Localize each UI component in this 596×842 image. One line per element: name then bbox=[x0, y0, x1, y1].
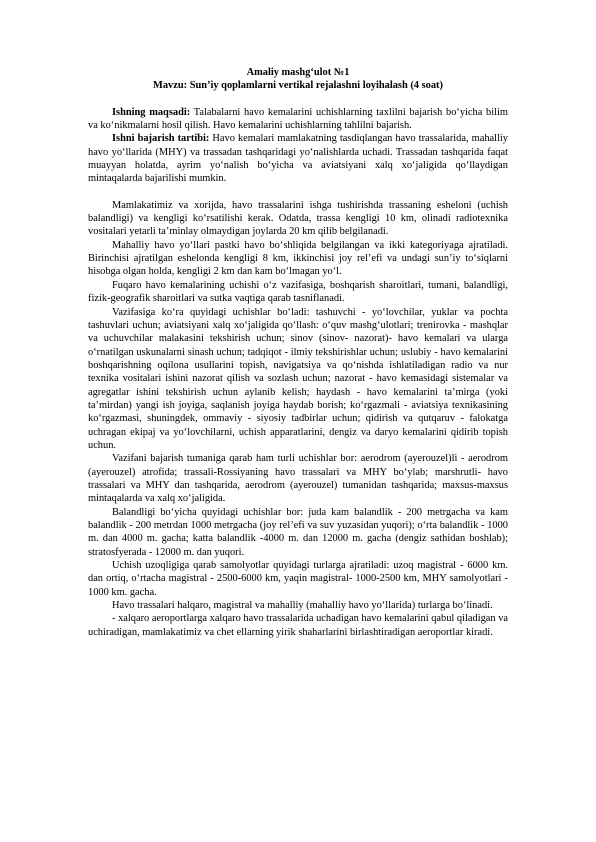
document-subtitle: Mavzu: Sun’iy qoplamlarni vertikal rejalashni loyihalash (4 soat) bbox=[153, 80, 443, 92]
body-paragraph: Havo trassalari halqaro, magistral va mahalliy (mahalliy havo yo‘llarida) turlarga bo‘linadi. bbox=[112, 600, 493, 612]
goal-label: Ishning maqsadi: bbox=[112, 106, 191, 118]
document-title: Amaliy mashg‘ulot №1 bbox=[246, 67, 350, 78]
body-paragraph: Mahalliy havo yo‘llari pastki havo bo‘shliqida belgilangan va ikki kategoriyaga ajratiladi. Birinchisi ajratilgan eshelonda kengligi 8 km, ikkinchisi joy rel’efi va undagi sun’iy to‘siqlarni hisobga olgan holda, kengligi 2 km dan kam bo‘lmagan yo‘l. bbox=[88, 239, 508, 278]
paragraph-gap bbox=[88, 186, 508, 199]
document-page bbox=[88, 66, 508, 639]
body-paragraph: Vazifasiga ko‘ra quyidagi uchishlar bo‘ladi: tashuvchi - yo‘lovchilar, yuklar va pochta tashuvlari uchun; aviatsiyani xalq xo‘jaligida qo‘llash: o‘quv mashg‘ulotlari; trenirovka - mashqlar va uchuvchilar malakasini tekshirish uchun; sinov (sinov- nazorat)- havo kemalari va ularga o‘rnatilgan uskunalarni sinash uchun; tadqiqot - ilmiy tekshirishlar uchun; uslubiy - havo kemalarini boshqarishning oqilona usullarini topish, navigatsiya va qo‘nishda ishlatiladigan radio va nur texnika vositalari ishini nazorat qilish va sozlash uchun; nazorat - havo kemasidagi sistemalar va agregatlar ishini tekshirish uchun aylanib kelish; haydash - havo kemalarini ta’mirga (yoki ta’mirdan) yangi ish joyiga, saqlanish joyiga haydab borish; ko‘rgazmali - aviatsiya texnikasining ko‘rgazmasi, shuningdek, ommaviy - siyosiy tadbirlar uchun; qidirish va qutqaruv - falokatga uchragan ekipaj va yo‘lovchilarni, uchish apparatlarini, dengiz va daryo kemalarini qidirib topish uchun. bbox=[88, 306, 508, 451]
order-text: Havo kemalari mamlakatning tasdiqlangan havo trassalarida, mahalliy havo yo‘llarida (MHY) va trassadan tashqaridagi yo‘nalishlarda uchadi. Trassadan tashqarida faqat muayyan holatda, ayrim yo‘nalish bo‘yicha va aviatsiyani xalq xo‘jaligida qo‘llaydigan mintaqalarda bajarilishi mumkin. bbox=[88, 133, 508, 185]
body-paragraph: - xalqaro aeroportlarga xalqaro havo trassalarida uchadigan havo kemalarini qabul qiladigan va uchiradigan, mamlakatimiz va chet ellarning yirik shaharlarini birlashtiradigan aeroportlar kiradi. bbox=[88, 613, 508, 638]
order-label: Ishni bajarish tartibi: bbox=[112, 133, 210, 145]
body-paragraph: Vazifani bajarish tumaniga qarab ham turli uchishlar bor: aerodrom (ayerouzel)li - aerodrom (ayerouzel) atrofida; trassali-Rossiyaning havo trassalari va MHY bo‘ylab; marshrutli- havo trassalari va MHY dan tashqarida, aerodrom (ayerouzel) tumanidan tashqarida; maxsus-maxsus mintaqalarda va xalq xo‘jaligida. bbox=[88, 453, 508, 505]
goal-text: Talabalarni havo kemalarini uchishlarning taxlilni bajarish bo‘yicha bilim va ko‘nikmalarni hosil qilish. Havo kemalarini uchishlarning tahlilni bajarish. bbox=[88, 106, 508, 132]
body-paragraph: Fuqaro havo kemalarining uchishi o‘z vazifasiga, boshqarish sharoitlari, tumani, balandligi, fizik-geografik sharoitlari va sutka vaqtiga qarab tasniflanadi. bbox=[88, 279, 508, 305]
order-paragraph bbox=[88, 132, 508, 185]
body-paragraph: Uchish uzoqligiga qarab samolyotlar quyidagi turlarga ajratiladi: uzoq magistral - 6000 km. dan ortiq, o‘rtacha magistral - 2500-6000 km, yaqin magistral- 1000-2500 km, MHY samolyotlari - 1000 km. gacha. bbox=[88, 560, 508, 598]
body-paragraph: Balandligi bo‘yicha quyidagi uchishlar bor: juda kam balandlik - 200 metrgacha va kam balandlik - 200 metrdan 1000 metrgacha (joy rel’efi va suv yuzasidan yuqori); o‘rta balandlik - 1000 m. dan 4000 m. gacha; katta balandlik -4000 m. dan 12000 m. gacha (dengiz sathidan boshlab); stratosfyerada - 12000 m. dan yuqori. bbox=[88, 506, 508, 558]
body-paragraph: Mamlakatimiz va xorijda, havo trassalarini ishga tushirishda trassaning esheloni (uchish balandligi) va kengligi ko‘rsatilishi kerak. Odatda, trassa kengligi 10 km, olinadi radiotexnika vositalari yetarli ta’minlay olmaydigan joylarda 20 km qilib belgilanadi. bbox=[88, 199, 508, 238]
goal-paragraph bbox=[88, 106, 508, 133]
